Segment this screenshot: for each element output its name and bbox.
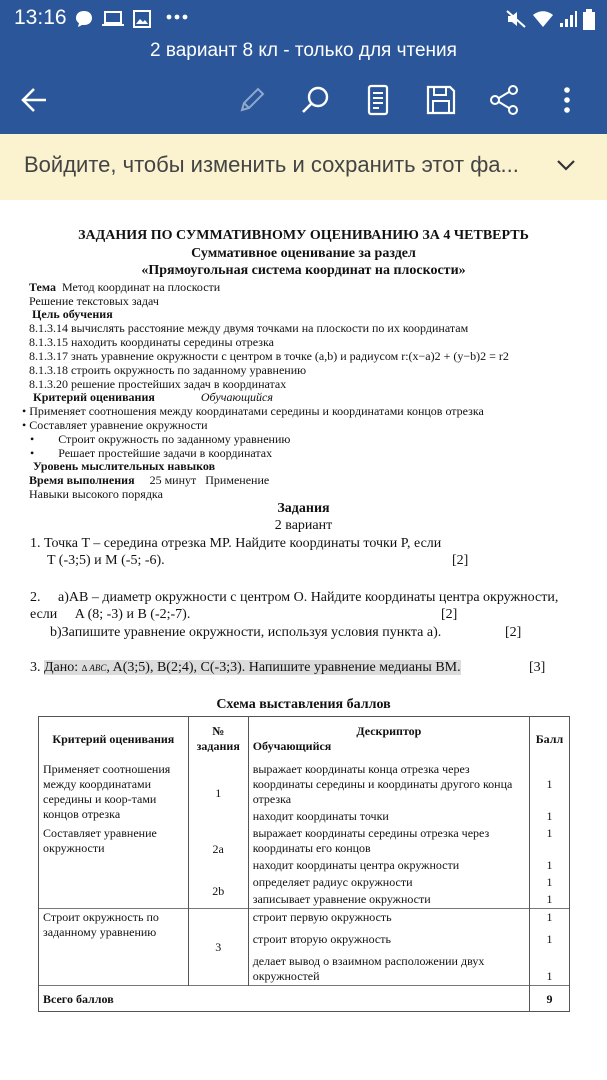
task1-line1: 1. Точка T – середина отрезка MP. Найдите координаты точки P, если <box>30 536 442 551</box>
row-points: 1 <box>529 874 569 891</box>
task2-line1: 2. a)AB – диаметр окружности с центром O. Найдите координаты центра окружности, <box>30 590 559 605</box>
criteria-label: Критерий оценивания <box>33 390 155 404</box>
chevron-down-icon[interactable] <box>555 154 577 176</box>
time-label: Время выполнения <box>29 473 135 487</box>
total-value: 9 <box>529 986 569 1012</box>
signin-banner-text: Войдите, чтобы изменить и сохранить этот фа... <box>24 152 519 177</box>
more-options-button[interactable] <box>549 82 585 118</box>
row-task: 1 <box>188 761 248 825</box>
status-bar <box>0 0 607 38</box>
image-icon <box>132 9 152 29</box>
back-arrow-icon <box>16 82 52 118</box>
row-points: 1 <box>529 808 569 825</box>
app-bar <box>0 0 607 134</box>
time-line <box>29 473 269 488</box>
goal-item: 8.1.3.20 решение простейших задач в координатах <box>29 377 287 391</box>
row-descriptor: выражает координаты конца отрезка через координаты середины и координаты другого конца отрезка <box>248 761 529 808</box>
table-row <box>39 825 570 857</box>
tasks-title: Задания <box>277 501 330 516</box>
task3-triangle: ∆ ABC <box>81 663 107 673</box>
goal-label: Цель обучения <box>32 307 113 321</box>
share-icon <box>486 82 522 118</box>
laptop-icon <box>102 9 124 29</box>
task3-prefix: 3. <box>30 660 41 675</box>
task3-given: Дано: <box>44 660 79 675</box>
col-descriptor-label: Дескриптор <box>356 724 422 738</box>
task2-line2: если A (8; -3) и B (-2;-7). <box>30 607 191 622</box>
goal-item: 8.1.3.18 строить окружность по заданному уравнению <box>29 363 307 377</box>
table-header-row <box>39 717 570 762</box>
document-page <box>0 200 607 1080</box>
row-descriptor: строит первую окружность <box>248 909 529 932</box>
search-button[interactable] <box>298 82 334 118</box>
total-label: Всего баллов <box>39 986 530 1012</box>
row-points: 1 <box>529 891 569 909</box>
doc-heading-3: «Прямоугольная система координат на плоскости» <box>141 263 466 278</box>
row-task: 3 <box>188 909 248 986</box>
row-descriptor: выражает координаты середины отрезка через координаты его концов <box>248 825 529 857</box>
task3-text <box>44 660 461 675</box>
row-points: 1 <box>529 857 569 874</box>
more-vert-icon <box>549 82 585 118</box>
row-descriptor: определяет радиус окружности <box>248 874 529 891</box>
search-icon <box>298 82 334 118</box>
time-value: 25 минут <box>149 473 197 487</box>
col-task-label: задания <box>196 739 240 753</box>
col-task-no: № <box>212 724 225 738</box>
row-descriptor: записывает уравнение окружности <box>248 891 529 909</box>
table-row <box>39 761 570 808</box>
task3-score: [3] <box>529 660 546 675</box>
goal-item: 8.1.3.17 знать уравнение окружности с центром в точке (a,b) и радиусом r:(x−a)2 + (y−b)2 = r2 <box>29 349 509 363</box>
back-button[interactable] <box>16 82 52 118</box>
topic-value: Метод координат на плоскости <box>61 280 221 294</box>
battery-icon <box>582 9 596 31</box>
table-row <box>39 909 570 932</box>
read-mode-button[interactable] <box>360 82 396 118</box>
document-title: 2 вариант 8 кл - только для чтения <box>150 40 457 61</box>
criteria-item: • Строит окружность по заданному уравнению <box>30 432 291 446</box>
wifi-icon <box>532 9 554 29</box>
status-time: 13:16 <box>14 6 67 29</box>
criteria-sub: Обучающийся <box>200 390 273 404</box>
task3-rest: , A(3;5), B(2;4), C(-3;3). Напишите уравнение медианы BM. <box>106 660 461 675</box>
task1-score: [2] <box>452 553 469 568</box>
time-line-2: Навыки высокого порядка <box>29 487 163 501</box>
task2-score-2: [2] <box>505 625 522 640</box>
edit-button[interactable] <box>234 82 270 118</box>
scoring-table <box>38 716 570 1012</box>
share-button[interactable] <box>486 82 522 118</box>
row-task: 2a <box>188 825 248 874</box>
task1-line2: T (-3;5) и M (-5; -6). <box>47 553 165 568</box>
criteria-item: • Решает простейшие задачи в координатах <box>30 446 273 460</box>
task3-line <box>30 660 461 676</box>
col-descriptor-sub: Обучающийся <box>252 739 332 753</box>
row-descriptor: находит координаты точки <box>248 808 529 825</box>
topic-line <box>29 280 220 295</box>
col-criterion: Критерий оценивания <box>39 717 189 762</box>
goal-item: 8.1.3.14 вычислять расстояние между двумя точками на плоскости по их координатам <box>29 321 469 335</box>
save-button[interactable] <box>423 82 459 118</box>
row-points: 1 <box>529 931 569 953</box>
edit-pencil-icon <box>234 82 270 118</box>
col-task <box>188 717 248 762</box>
level-label: Уровень мыслительных навыков <box>33 459 216 473</box>
row-points: 1 <box>529 953 569 986</box>
row-points: 1 <box>529 761 569 808</box>
topic-label: Тема <box>29 280 56 294</box>
goal-item: 8.1.3.15 находить координаты середины отрезка <box>29 335 274 349</box>
more-notifications-icon <box>166 14 188 20</box>
row-points: 1 <box>529 825 569 857</box>
row-criterion: Составляет уравнение окружности <box>39 825 189 909</box>
topic-line-2: Решение текстовых задач <box>29 294 159 308</box>
col-points: Балл <box>529 717 569 762</box>
row-criterion: Применяет соотношения между координатами середины и коор-тами концов отрезка <box>39 761 189 825</box>
mute-icon <box>505 9 527 29</box>
task2-line3: b)Запишите уравнение окружности, используя условия пункта а). <box>50 625 442 640</box>
chat-icon <box>74 9 94 29</box>
row-points: 1 <box>529 909 569 932</box>
read-mode-icon <box>360 82 396 118</box>
row-descriptor: находит координаты центра окружности <box>248 857 529 874</box>
row-descriptor: строит вторую окружность <box>248 931 529 953</box>
save-icon <box>423 82 459 118</box>
col-descriptor <box>248 717 529 762</box>
signal-icon <box>558 9 578 29</box>
doc-heading-2: Суммативное оценивание за раздел <box>191 246 416 261</box>
row-task: 2b <box>188 874 248 909</box>
row-criterion: Строит окружность по заданному уравнению <box>39 909 189 986</box>
criteria-item: • Составляет уравнение окружности <box>22 418 208 432</box>
criteria-item: • Применяет соотношения между координатами середины и координатами концов отрезка <box>22 404 484 418</box>
doc-heading-1: ЗАДАНИЯ ПО СУММАТИВНОМУ ОЦЕНИВАНИЮ ЗА 4 ЧЕТВЕРТЬ <box>78 228 529 243</box>
time-value-2: Применение <box>205 473 270 487</box>
variant-label: 2 вариант <box>274 518 333 533</box>
task2-score-1: [2] <box>441 607 458 622</box>
row-descriptor: делает вывод о взаимном расположении двух окружностей <box>248 953 529 986</box>
criteria-heading <box>33 390 273 405</box>
scheme-title: Схема выставления баллов <box>216 697 391 712</box>
signin-banner[interactable] <box>0 134 607 201</box>
table-total-row <box>39 986 570 1012</box>
